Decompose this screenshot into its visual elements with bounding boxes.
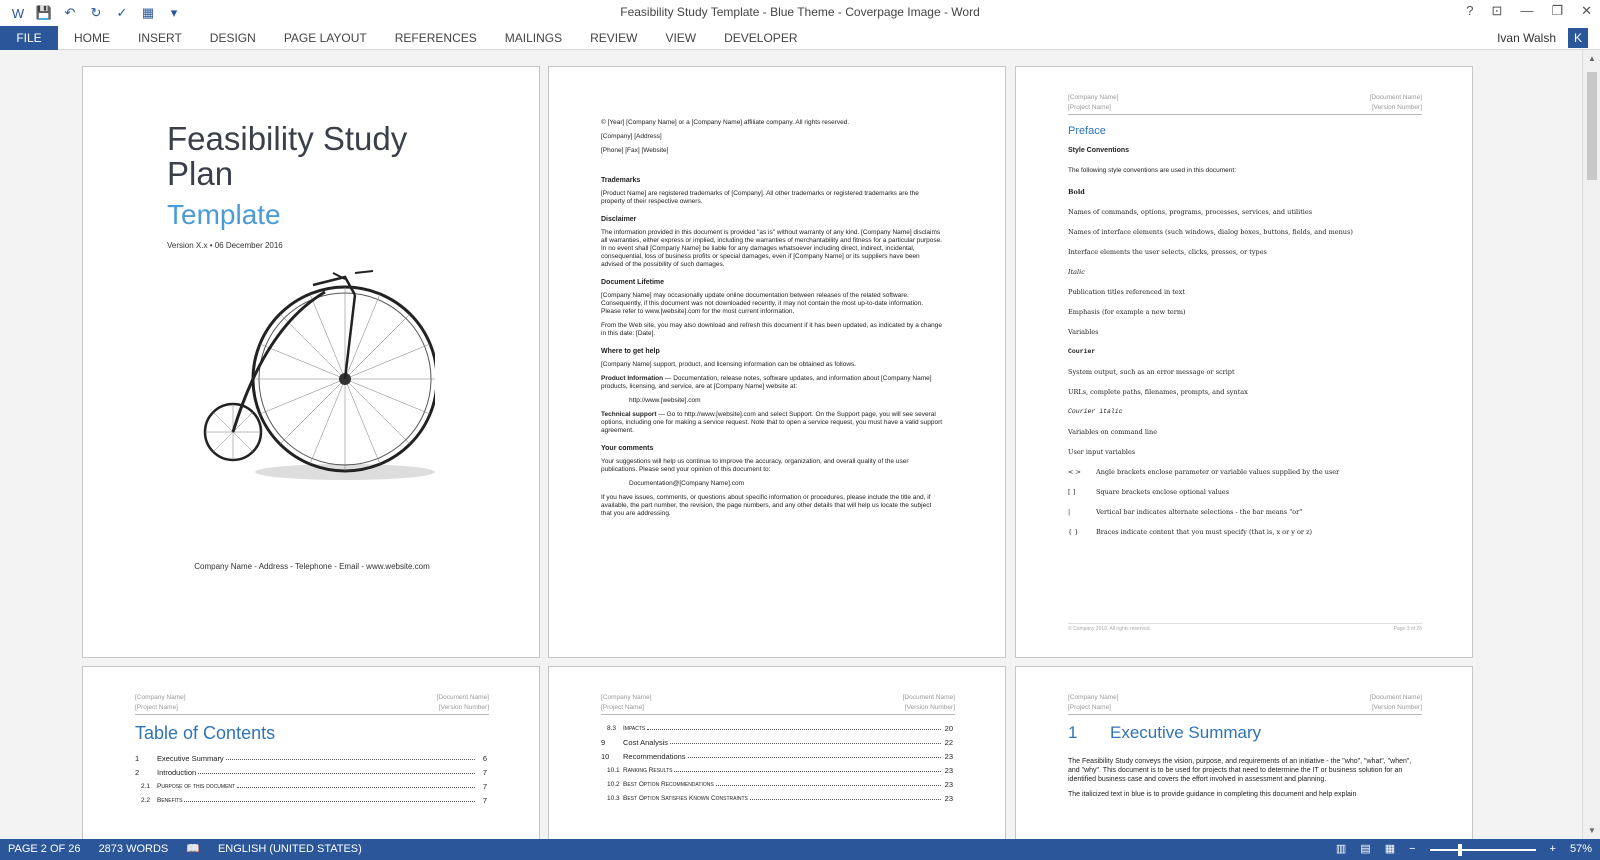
symbol-desc: Angle brackets enclose parameter or variable values supplied by the user [1096,468,1340,476]
restore-icon[interactable]: ❐ [1551,3,1564,18]
zoom-level[interactable]: 57% [1569,843,1592,855]
save-icon[interactable]: 💾 [35,5,53,20]
toc-leader [716,780,941,786]
symbol: < > [1068,468,1081,476]
product-info-paragraph [601,375,943,391]
toc-page: 23 [944,765,953,775]
minimize-icon[interactable]: — [1520,3,1534,18]
list-item: Publication titles referenced in text [1068,288,1186,296]
toc-entry[interactable] [601,791,953,805]
tab-design[interactable]: DESIGN [209,31,256,45]
toc-entry[interactable] [601,735,953,749]
user-name[interactable]: Ivan Walsh [1497,31,1556,45]
list-item: Emphasis (for example a new term) [1068,308,1186,316]
header-project: [Project Name] [1068,704,1111,711]
list-item: URLs, complete paths, filenames, prompts, and syntax [1068,388,1248,396]
toc-leader [184,796,475,802]
page-footer [1068,623,1422,632]
toc-num: 2.2 [141,796,151,804]
tab-review[interactable]: REVIEW [590,31,638,45]
language[interactable]: ENGLISH (UNITED STATES) [217,843,362,855]
tab-home[interactable]: HOME [74,31,110,45]
toc-page: 23 [944,779,953,789]
toc-num: 2.1 [141,782,151,790]
redo-icon[interactable]: ↻ [90,5,102,20]
list-item: Variables [1068,328,1099,336]
zoom-slider[interactable] [1430,849,1536,851]
tech-support-paragraph [601,411,943,435]
style-italic-label: Italic [1068,268,1085,276]
proofing-icon[interactable]: 📖 [186,843,200,855]
toc-page: 22 [944,737,953,747]
header-document: [Document Name] [1369,694,1422,701]
toc-page: 6 [482,753,487,763]
header-company: [Company Name] [601,694,652,701]
page-toc[interactable] [82,666,540,839]
symbol: [ ] [1068,488,1076,496]
disclaimer-heading: Disclaimer [601,216,637,223]
contact-line: [Phone] [Fax] [Website] [601,147,669,154]
comments-email: Documentation@[Company Name].com [629,480,744,487]
toc-entry[interactable] [135,751,487,765]
toc-entry[interactable] [135,765,487,779]
toc-label: Purpose of this document [157,782,236,790]
page-toc-continued[interactable] [548,666,1006,839]
header-version: [Version Number] [904,704,955,711]
style-conventions-heading: Style Conventions [1068,147,1130,154]
toc-num: 9 [601,737,606,747]
toc-entry[interactable] [601,763,953,777]
style-courier-label: Courier [1068,348,1096,355]
summary-paragraph: The Feasibility Study conveys the vision, purpose, and requirements of an initiative - the "who", "what", "when", and "why". This document is to be used for projects that need to determine the IT or business solution for an identified business case and covers the effort involved in assessment and planning. [1068,758,1412,783]
list-item [1068,487,1428,507]
word-logo-icon: W [11,5,25,21]
zoom-in-icon[interactable]: + [1549,843,1556,855]
comments-text-2: If you have issues, comments, or questions about specific information or procedures, please include the title and, if available, the part number, the revision, the page numbers, and any other details that will help us locate the subject that you are addressing. [601,494,932,517]
toc-label: Recommendations [623,751,686,761]
toc-label: Executive Summary [157,753,224,763]
lifetime-text-2: From the Web site, you may also download and refresh this document if it has been updated, as indicated by a change in this date: [Date]. [601,322,942,337]
header-version: [Version Number] [438,704,489,711]
tab-file[interactable]: FILE [0,26,58,50]
page-header [1068,93,1422,115]
list-item: User input variables [1068,448,1136,456]
toc-leader [237,782,475,788]
product-info-label: Product Information [601,375,664,382]
toc-label: Ranking Results [623,766,673,774]
tab-references[interactable]: REFERENCES [394,31,477,45]
cover-version: Version X.x • 06 December 2016 [167,241,283,250]
toc-leader [750,794,941,800]
list-item: Names of interface elements (such windows, dialog boxes, buttons, fields, and menus) [1068,228,1353,236]
disclaimer-text: The information provided in this document is provided "as is" without warranty of any kind. [Company Name] disclaims all warranties, either express or implied, including the warranties of merchantability and fitness for a particular purpose. In no event shall [Company Name] be liable for any damages whatsoever including direct, indirect, incidental, consequential, loss of business profits or special damages, even if [Company Name] or its suppliers have been advised of the possibility of such damages. [601,229,943,268]
layout-icon[interactable]: ▦ [141,5,155,20]
footer-copyright: © Company 2016. All rights reserved. [1068,626,1151,632]
trademarks-text: [Product Name] are registered trademarks of [Company]. All other trademarks or registered trademarks are the property of their respective owners. [601,190,919,205]
page-legal[interactable] [548,66,1006,658]
status-bar [0,839,1600,860]
cover-footer: Company Name - Address - Telephone - Email - www.website.com [194,562,430,571]
header-project: [Project Name] [135,704,178,711]
toc-leader [670,738,941,744]
toc-leader [688,752,941,758]
help-url: http://www.[website].com [629,397,701,404]
tab-developer[interactable]: DEVELOPER [724,31,798,45]
symbol-desc: Vertical bar indicates alternate selections - the bar means "or" [1096,508,1303,516]
toc-heading: Table of Contents [135,723,276,743]
comments-text: Your suggestions will help us continue to improve the accuracy, organization, and overall quality of the user publications. Please send your opinion of this document to: [601,458,909,473]
trademarks-heading: Trademarks [601,177,641,184]
list-item: Variables on command line [1068,428,1158,436]
tech-support-label: Technical support [601,411,657,418]
style-intro: The following style conventions are used in this document: [1068,167,1237,174]
toc-leader [647,724,941,730]
toc-leader [674,766,941,772]
ribbon-display-icon[interactable]: ⊡ [1491,3,1503,18]
help-text: [Company Name] support, product, and licensing information can be obtained as follows. [601,361,857,368]
page-preface[interactable] [1015,66,1473,658]
preface-heading: Preface [1068,125,1106,137]
list-item: System output, such as an error message or script [1068,368,1235,376]
toc-page: 7 [482,795,487,805]
cover-title: Feasibility Study Plan [167,120,408,192]
toc-label: Cost Analysis [623,737,669,747]
header-project: [Project Name] [1068,104,1111,111]
page-cover[interactable] [82,66,540,658]
page-count[interactable]: PAGE 2 OF 26 [8,843,81,855]
toc-entry[interactable] [135,793,487,807]
symbol: | [1068,508,1071,516]
header-project: [Project Name] [601,704,644,711]
toc-list [601,721,953,805]
tab-insert[interactable]: INSERT [138,31,182,45]
page-header [135,693,489,715]
address-line: [Company] [Address] [601,133,662,140]
zoom-out-icon[interactable]: − [1409,843,1416,855]
toc-num: 1 [135,753,140,763]
toc-entry[interactable] [601,721,953,735]
list-item [1068,507,1428,527]
cover-subtitle: Template [167,199,281,230]
toc-label: Introduction [157,767,197,777]
toc-page: 23 [944,793,953,803]
tab-page-layout[interactable]: PAGE LAYOUT [283,31,367,45]
header-version: [Version Number] [1371,704,1422,711]
toc-entry[interactable] [601,777,953,791]
customize-qat-icon[interactable]: ▾ [170,5,178,20]
help-heading: Where to get help [601,348,660,355]
list-item: Interface elements the user selects, clicks, presses, or types [1068,248,1267,256]
toc-label: Best Option Satisfies Known Constraints [623,794,748,802]
window-controls [1466,3,1592,19]
header-document: [Document Name] [436,694,489,701]
symbol-desc: Braces indicate content that you must specify (that is, x or y or z) [1096,528,1313,536]
zoom-slider-thumb[interactable] [1458,844,1462,856]
print-layout-icon[interactable]: ▤ [1360,843,1371,855]
scroll-thumb[interactable] [1587,72,1597,180]
lifetime-text: [Company Name] may occasionally update online documentation between releases of the related software. Consequently, if this document was not downloaded recently, it may not contain the most up-to-date information. Please refer to www.[website].com for the most current information. [601,292,924,315]
list-item: Names of commands, options, programs, processes, services, and utilities [1068,208,1313,216]
tab-mailings[interactable]: MAILINGS [504,31,563,45]
close-icon[interactable]: ✕ [1581,3,1592,18]
symbol: { } [1068,528,1079,536]
toc-num: 10.2 [607,780,620,788]
executive-summary-heading [1068,723,1261,743]
toc-page: 7 [482,781,487,791]
header-company: [Company Name] [1068,94,1119,101]
toc-label: Best Option Recommendations [623,780,714,788]
copyright-line: © [Year] [Company Name] or a [Company Name] affiliate company. All rights reserved. [601,119,850,126]
scroll-down-icon[interactable]: ▼ [1588,826,1596,835]
toc-list [135,751,487,807]
web-layout-icon[interactable]: ▦ [1384,843,1396,855]
toc-num: 10.3 [607,794,620,802]
toc-page: 7 [482,767,487,777]
toc-num: 2 [135,767,140,777]
page-header [601,693,955,715]
section-number: 1 [1068,723,1078,742]
avatar[interactable]: K [1568,28,1588,48]
list-item [1068,527,1428,547]
window-title: Feasibility Study Template - Blue Theme - Coverpage Image - Word [620,5,980,19]
toc-label: Benefits [157,796,183,804]
vertical-scrollbar[interactable] [1582,50,1600,839]
header-document: [Document Name] [1369,94,1422,101]
scroll-up-icon[interactable]: ▲ [1588,54,1596,63]
read-mode-icon[interactable]: ▥ [1335,843,1347,855]
toc-label: Impacts [623,724,646,732]
document-area[interactable] [0,50,1582,839]
toc-entry[interactable] [135,779,487,793]
comments-heading: Your comments [601,445,654,452]
list-item [1068,467,1428,487]
toc-num: 10.1 [607,766,620,774]
toc-leader [226,754,475,760]
product-info-text: — Documentation, release notes, software updates, and information about [Company Name] products, licensing, and service, are at [Company Name] website at: [601,375,932,390]
summary-paragraph-2: The italicized text in blue is to provide guidance in completing this document and help explain [1068,791,1357,798]
header-company: [Company Name] [135,694,186,701]
lifetime-heading: Document Lifetime [601,279,665,286]
tab-view[interactable]: VIEW [665,31,697,45]
tech-support-text: — Go to http://www.[website].com and select Support. On the Support page, you will see several options, including one for making a service request. Note that to open a service request, you must have a valid support agreement. [601,411,943,434]
style-conventions-list [1068,187,1428,547]
spelling-icon[interactable]: ✓ [116,5,128,20]
symbol-desc: Square brackets enclose optional values [1096,488,1230,496]
toc-num: 10 [601,751,610,761]
footer-page-number: Page 3 of 26 [1393,626,1422,632]
header-document: [Document Name] [902,694,955,701]
style-bold-label: Bold [1068,188,1085,196]
toc-page: 20 [944,723,953,733]
style-courier-italic-label: Courier italic [1068,408,1123,415]
toc-leader [198,768,475,774]
ribbon-tabs [0,26,1600,50]
header-version: [Version Number] [1371,104,1422,111]
toc-entry[interactable] [601,749,953,763]
toc-page: 23 [944,751,953,761]
word-count[interactable]: 2873 WORDS [98,843,169,855]
page-header [1068,693,1422,715]
help-icon[interactable]: ? [1466,3,1474,18]
toc-num: 8.3 [607,724,617,732]
page-executive-summary[interactable] [1015,666,1473,839]
penny-farthing-image [195,267,435,492]
title-bar [0,0,1600,26]
header-company: [Company Name] [1068,694,1119,701]
section-title: Executive Summary [1110,723,1262,742]
undo-icon[interactable]: ↶ [64,5,76,20]
